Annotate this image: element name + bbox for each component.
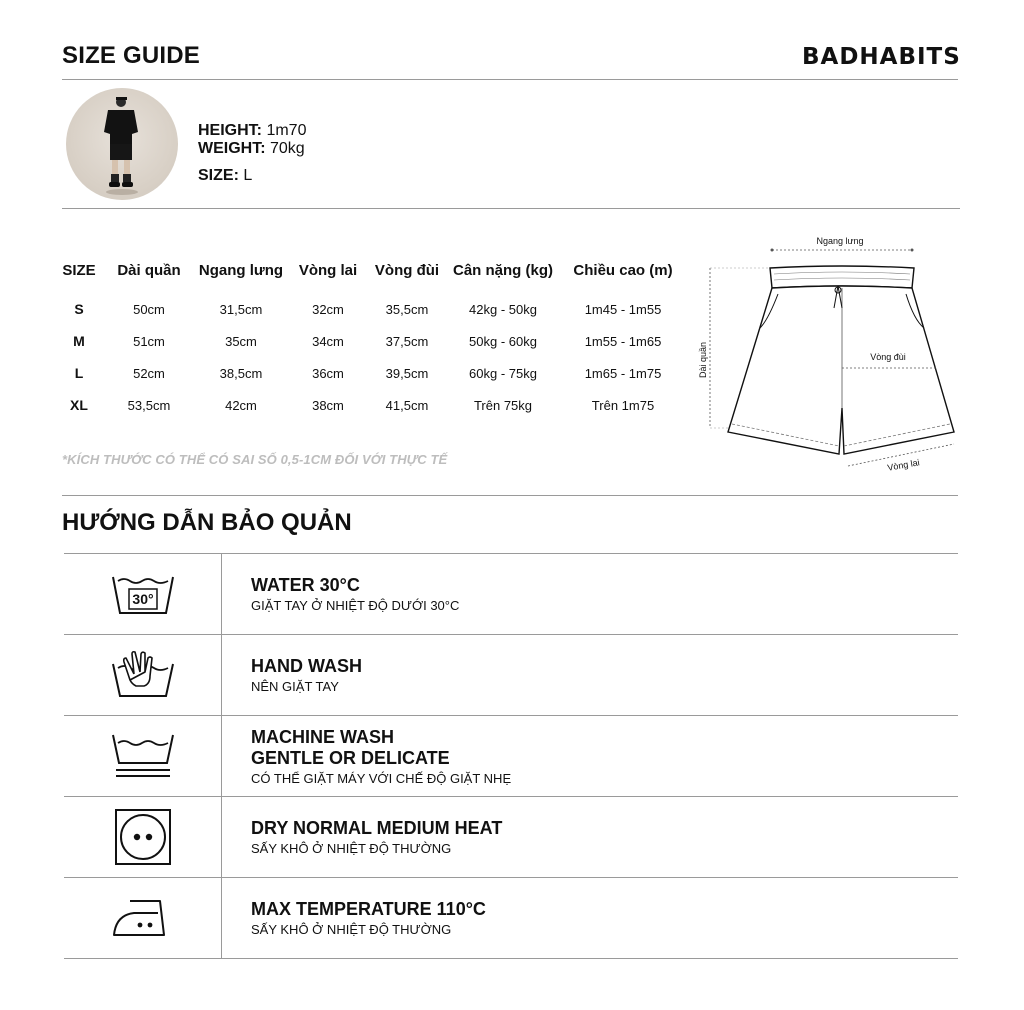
care-main-text: MACHINE WASH [251, 726, 394, 747]
machine-wash-gentle-icon [110, 731, 176, 781]
care-icon-cell [64, 878, 222, 958]
wash-30-icon-text: 30° [131, 591, 154, 607]
table-row [55, 293, 685, 325]
iron-medium-icon [110, 895, 176, 941]
shorts-diagram [692, 228, 968, 476]
care-main-text: HAND WASH [251, 656, 362, 676]
table-cell: 42kg - 50kg [469, 301, 537, 317]
hem-label: Vòng lai [886, 457, 921, 473]
brand-logo: BADHABITS [802, 44, 961, 70]
table-cell: 41,5cm [385, 397, 429, 413]
col-header: Cân nặng (kg) [453, 262, 553, 279]
table-cell: 52cm [133, 365, 165, 381]
height-value: 1m70 [266, 122, 307, 139]
waist-label: Ngang lưng [816, 236, 864, 246]
table-cell: XL [70, 397, 88, 413]
care-row [64, 796, 958, 877]
measurement-note: *KÍCH THƯỚC CÓ THỂ CÓ SAI SỐ 0,5-1CM ĐỐI VỚI THỰC TẾ [62, 452, 448, 467]
table-cell: 50cm [133, 301, 165, 317]
model-weight [198, 140, 305, 158]
care-main-text: DRY NORMAL MEDIUM HEAT [251, 818, 503, 838]
care-row [64, 634, 958, 715]
table-cell: 34cm [312, 333, 344, 349]
care-text [251, 797, 502, 877]
care-sub-text: GIẶT TAY Ở NHIỆT ĐỘ DƯỚI 30°C [251, 598, 460, 613]
col-header: Vòng lai [298, 262, 358, 279]
model-size [198, 167, 252, 185]
size-table-header [55, 262, 685, 293]
care-icon-cell [64, 554, 222, 634]
table-cell: 1m45 - 1m55 [584, 301, 662, 317]
table-cell: 1m65 - 1m75 [584, 365, 662, 381]
care-sub-text: CÓ THỂ GIẶT MÁY VỚI CHẾ ĐỘ GIẶT NHẸ [251, 770, 512, 786]
table-cell: Trên 75kg [473, 397, 533, 413]
hand-wash-icon [110, 650, 176, 700]
table-cell: 35cm [225, 333, 257, 349]
table-cell: 31,5cm [219, 301, 263, 317]
table-cell: 36cm [312, 365, 344, 381]
col-header: Ngang lưng [198, 262, 284, 279]
col-header: Chiều cao (m) [573, 262, 673, 279]
care-sub-text: NÊN GIẶT TAY [251, 679, 339, 694]
col-header: Dài quần [117, 262, 181, 279]
length-label: Dài quần [698, 341, 708, 379]
table-row [55, 357, 685, 389]
weight-label: WEIGHT: [198, 140, 266, 157]
care-title: HƯỚNG DẪN BẢO QUẢN [62, 509, 352, 536]
table-cell: 38cm [312, 397, 344, 413]
care-sub-text: SẤY KHÔ Ở NHIỆT ĐỘ THƯỜNG [251, 922, 452, 937]
divider [62, 495, 958, 496]
divider [62, 208, 960, 209]
care-row [64, 715, 958, 796]
care-main-text-2: GENTLE OR DELICATE [251, 747, 450, 768]
care-row [64, 553, 958, 634]
care-table [64, 553, 958, 959]
divider [62, 79, 958, 80]
care-text [251, 554, 459, 634]
table-cell: 53,5cm [127, 397, 171, 413]
model-figure-icon [66, 88, 178, 200]
table-cell: 60kg - 75kg [469, 365, 537, 381]
care-text [251, 635, 362, 715]
care-row [64, 877, 958, 959]
table-cell: 32cm [312, 301, 344, 317]
table-cell: 39,5cm [385, 365, 429, 381]
table-cell: Trên 1m75 [591, 397, 655, 413]
tumble-dry-medium-icon [113, 807, 173, 867]
table-cell: M [73, 333, 85, 349]
care-icon-cell [64, 635, 222, 715]
table-cell: L [74, 365, 84, 381]
table-row [55, 389, 685, 421]
care-main-text: MAX TEMPERATURE 110°C [251, 899, 486, 919]
size-label: SIZE: [198, 167, 239, 184]
model-avatar [66, 88, 178, 200]
thigh-label: Vòng đùi [870, 352, 906, 362]
size-table [55, 262, 685, 421]
weight-value: 70kg [270, 140, 305, 157]
height-label: HEIGHT: [198, 122, 262, 139]
table-cell: S [74, 301, 84, 317]
care-icon-cell [64, 797, 222, 877]
model-height [198, 122, 306, 140]
size-value: L [243, 167, 253, 184]
table-cell: 1m55 - 1m65 [584, 333, 662, 349]
care-icon-cell [64, 716, 222, 796]
care-sub-text: SẤY KHÔ Ở NHIỆT ĐỘ THƯỜNG [251, 841, 452, 856]
col-header: SIZE [62, 262, 96, 279]
table-cell: 42cm [225, 397, 257, 413]
page-title: SIZE GUIDE [62, 42, 201, 69]
table-cell: 37,5cm [385, 333, 429, 349]
table-cell: 35,5cm [385, 301, 429, 317]
wash-30-icon [110, 571, 176, 617]
col-header: Vòng đùi [374, 262, 440, 279]
table-cell: 50kg - 60kg [469, 333, 537, 349]
table-cell: 51cm [133, 333, 165, 349]
care-text [251, 716, 511, 796]
table-row [55, 325, 685, 357]
care-text [251, 878, 486, 958]
table-cell: 38,5cm [219, 365, 263, 381]
care-main-text: WATER 30°C [251, 575, 360, 595]
